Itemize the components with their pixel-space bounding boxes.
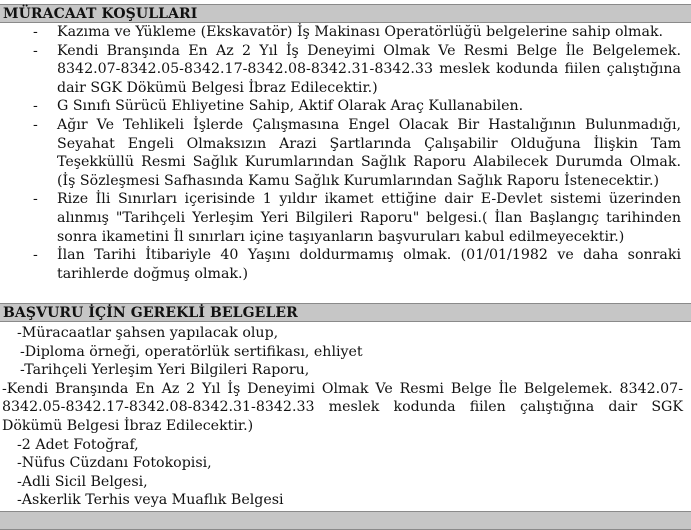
list-item bbox=[0, 23, 691, 42]
list-item-text: G Sınıfı Sürücü Ehliyetine Sahip, Aktif Olarak Araç Kullanabilen. bbox=[57, 98, 524, 115]
dash-marker: - bbox=[33, 247, 38, 264]
list-item-text: Rize İli Sınırları içerisinde 1 yıldır ikamet ettiğine dair E-Devlet sistemi üzerinden alınmış "Tarihçeli Yerleşim Yeri Bilgileri Raporu" belgesi.( İlan Başlangıç tarihinden sonra ikametini İl sınırları içine taşıyanların başvuruları kabul edilmeyecektir.) bbox=[57, 191, 681, 245]
list-item-text: Ağır Ve Tehlikeli İşlerde Çalışmasına Engel Olacak Bir Hastalığının Bulunmadığı, Seyahat Engeli Olmaksızın Arazi Şartlarında Çalışabilir Olduğuna İlişkin Tam Teşekküllü Resmi Sağlık Kurumlarından Sağlık Raporu Alabilecek Durumda Olmak. (İş Sözleşmesi Safhasında Kamu Sağlık Kurumlarından Sağlık Raporu İstenecektir.) bbox=[57, 116, 681, 189]
section-header-required-documents: BAŞVURU İÇİN GEREKLİ BELGELER bbox=[0, 303, 691, 322]
list-item: -Adli Sicil Belgesi, bbox=[17, 473, 148, 490]
list-item bbox=[0, 97, 691, 116]
list-item bbox=[0, 246, 691, 283]
application-conditions-list bbox=[0, 23, 691, 283]
list-item: -Diploma örneği, operatörlük sertifikası, ehliyet bbox=[20, 343, 363, 360]
dash-marker: - bbox=[33, 24, 38, 40]
list-item: -Müracaatlar şahsen yapılacak olup, bbox=[17, 325, 279, 341]
list-item: -2 Adet Fotoğraf, bbox=[17, 436, 139, 453]
next-section-header bbox=[0, 511, 691, 530]
list-item bbox=[0, 116, 691, 190]
section-header-application-conditions: MÜRACAAT KOŞULLARI bbox=[0, 4, 691, 23]
list-item-text: Kazıma ve Yükleme (Ekskavatör) İş Makinası Operatörlüğü belgelerine sahip olmak. bbox=[57, 24, 664, 40]
list-item: -Tarihçeli Yerleşim Yeri Bilgileri Raporu, bbox=[20, 362, 310, 379]
dash-marker: - bbox=[33, 42, 38, 59]
required-documents-list bbox=[0, 324, 691, 510]
list-item: -Nüfus Cüzdanı Fotokopisi, bbox=[17, 455, 212, 472]
list-item bbox=[0, 42, 691, 98]
list-item-text: İlan Tarihi İtibariyle 40 Yaşını doldurmamış olmak. (01/01/1982 ve daha sonraki tarihlerde doğmuş olmak.) bbox=[57, 247, 681, 282]
list-item: -Askerlik Terhis veya Muaflık Belgesi bbox=[17, 492, 284, 509]
list-item-text: Kendi Branşında En Az 2 Yıl İş Deneyimi Olmak Ve Resmi Belge İle Belgelemek. 8342.07-8342.05-8342.17-8342.08-8342.31-8342.33 meslek kodunda fiilen çalıştığına dair SGK Dökümü Belgesi İbraz Edilecektir.) bbox=[57, 42, 681, 96]
dash-marker: - bbox=[33, 116, 38, 133]
list-item: -Kendi Branşında En Az 2 Yıl İş Deneyimi Olmak Ve Resmi Belge İle Belgelemek. 8342.07-8342.05-8342.17-8342.08-8342.31-8342.33 meslek kodunda fiilen çalıştığına dair SGK Dökümü Belgesi İbraz Edilecektir.) bbox=[2, 380, 683, 434]
dash-marker: - bbox=[33, 191, 38, 208]
dash-marker: - bbox=[33, 98, 38, 115]
list-item bbox=[0, 190, 691, 246]
